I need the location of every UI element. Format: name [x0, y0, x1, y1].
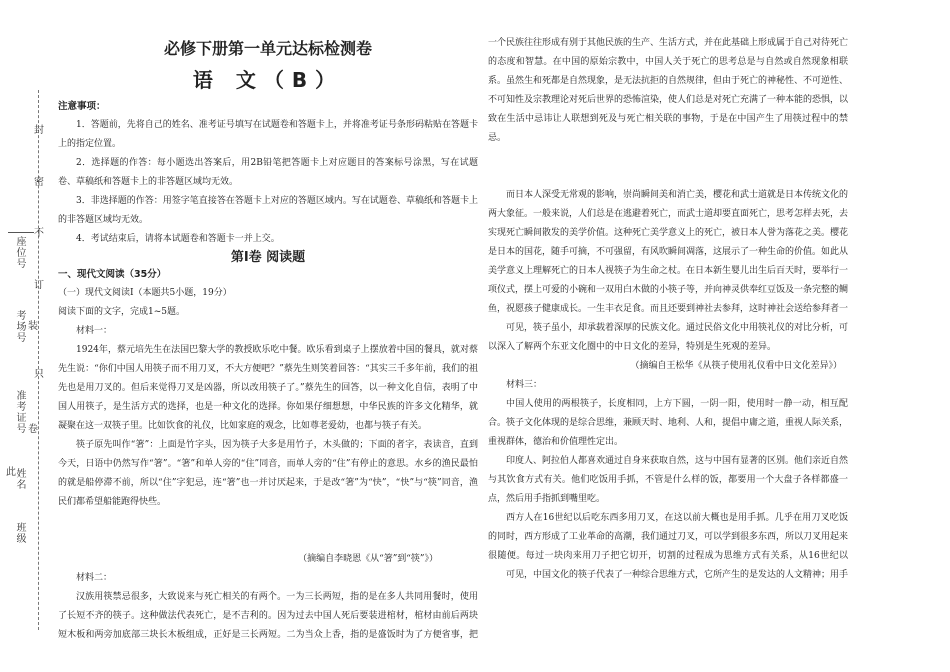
paragraph: 西方人在16世纪以后吃东西多用刀叉，在这以前大概也是用手抓。几乎在用刀叉吃饭的同时，西方形成了工业革命的高潮，我们通过刀叉，可以学到很多东西，所以刀叉用起来很随便。每过一块肉来用刀子把它切开，切割的过程成为思维方式有关系，从16世纪以 — [488, 513, 848, 561]
seat-number-label: 座位号 — [14, 236, 25, 269]
note-item: 1．答题前，先将自己的姓名、准考证号填写在试题卷和答题卡上，并将准考证号条形码粘贴在答题卡上的指定位置。 — [58, 120, 478, 149]
material-label: 材料一： — [76, 326, 113, 336]
instruction: 阅读下面的文字，完成1~5题。 — [58, 307, 185, 317]
source-citation: （摘编自王松华《从筷子使用礼仪看中日文化差异》） — [630, 361, 842, 371]
paragraph: 印度人、阿拉伯人都喜欢通过自身来获取自然，这与中国有显著的区别。他们亲近自然与其饮食方式有关。他们吃饭用手抓，不管是什么样的饭，都要用一个大盘子各样都盛一点，然后用手指抓到嘴里吃。 — [488, 456, 848, 504]
paragraph: 中国人使用的两根筷子，长度相同，上方下圆，一阴一阳，使用时一静一动，相互配合。筷子文化体现的是综合思维，兼顾天时、地利、人和，提倡中庸之道，重视人际关系，重视群体，德治和价值理性定出。 — [488, 399, 848, 447]
material-label: 材料二： — [76, 573, 113, 583]
cut-line — [38, 90, 39, 630]
paragraph: 可见，中国文化的筷子代表了一种综合思维方式，它所产生的是发达的人文精神；用手 — [506, 570, 848, 580]
left-column — [58, 0, 478, 672]
part1-block — [58, 266, 478, 645]
note-item: 4．考试结束后，请将本试题卷和答题卡一并上交。 — [76, 234, 280, 244]
seal-word: 密 — [34, 177, 44, 188]
exam-title: 必修下册第一单元达标检测卷 — [163, 39, 372, 58]
seat-number-line — [8, 232, 34, 233]
right-column — [488, 0, 848, 672]
paragraph: 一个民族往往形成有别于其他民族的生产、生活方式，并在此基础上形成属于自己对待死亡的态度和智慧。在中国的原始宗教中，中国人关于死亡的思考总是与自然或自然现象相联系。虽然生和死都是自然现象，是无法抗拒的自然规律，但由于死亡的神秘性、不可逆性、不可知性及宗教理论对死后世界的恐怖渲染，使人们总是对死亡充满了一种本能的恐惧，以致在生活中忌讳让人联想到死及与死亡相关联的事物，于是在中国产生了用筷过程中的禁忌。 — [488, 38, 848, 143]
binding-margin — [0, 0, 44, 672]
seal-word: 卷 — [28, 424, 38, 435]
section-heading: 一、现代文阅读（35分） — [58, 269, 167, 280]
source-citation: （摘编自李晓恩《从“箸”到“筷”》） — [298, 554, 438, 564]
admission-number-label: 准考证号 — [14, 390, 25, 434]
notes-heading: 注意事项： — [58, 101, 106, 112]
seal-word: 封 — [34, 125, 44, 136]
paragraph: 1924年，蔡元培先生在法国巴黎大学的教授欧乐吃中餐。欧乐看到桌子上摆放着中国的餐具，就对蔡先生说：“你们中国人用筷子而不用刀叉，不大方便吧？”蔡先生则笑着回答：“其实三千多年前，我们的祖先也是用刀叉的。但后来觉得刀叉是凶器，所以改用筷子了。”蔡先生的回答，以一种文化自信，表明了中国人用筷子，是生活方式的选择，也是一种文化的选择。你如果仔细想想，中华民族的许多文化精华，就凝聚在这一双筷子里。比如饮食的礼仪，比如家庭的观念，比如尊老爱幼，也都与筷子有关。 — [58, 345, 478, 431]
class-label: 班级 — [14, 522, 25, 544]
part1-title: 第Ⅰ卷 阅读题 — [230, 250, 306, 265]
paragraph: 筷子原先叫作“箸”：上面是竹字头，因为筷子大多是用竹子，木头做的；下面的者字，表读音，直到今天，日语中仍然写作“箸”。“箸”和单人旁的“住”同音，而单人旁的“住”有停止的意思。水乡的渔民最怕的就是船停滞不前，所以“住”字犯忌，连“箸”也一并讨厌起来，于是改“箸”为“快”，“快”与“筷”同音，渔民们都希望船能跑得快些。 — [58, 440, 478, 507]
note-item: 2．选择题的作答：每小题选出答案后，用2B铅笔把答题卡上对应题目的答案标号涂黑，写在试题卷、草稿纸和答题卡上的非答题区域均无效。 — [58, 158, 478, 187]
seal-word: 装 — [28, 321, 38, 332]
right-block — [488, 34, 848, 585]
seal-word: 订 — [34, 280, 44, 291]
name-label: 姓名 — [14, 468, 25, 490]
paragraph: 而日本人深受无常观的影响，崇尚瞬间美和消亡美，樱花和武士道就是日本传统文化的两大象征。一般来说，人们总是在逃避着死亡，而武士道却要直面死亡，思考怎样去死，去实现死亡瞬间散发的美学价值。这种死亡美学意义上的死亡，被日本人誉为落花之美。樱花是日本的国花，随手可摘，不可强留，有风吹瞬间凋落，这展示了一种生命的价值。如此从美学意义上理解死亡的日本人视筷子为生命之杖。在日本新生婴儿出生后百天时，要举行一项仪式，摆上可爱的小碗和一双用白木做的小筷子等，并向神灵供奉红豆饭及一条完整的鲷鱼，祝愿孩子健康成长。一生丰衣足食。而且还要到神社去参拜，这时神社会送给参拜者一 — [488, 190, 848, 314]
seal-word: 此 — [6, 467, 16, 478]
seal-word: 只 — [34, 369, 44, 380]
paragraph: 可见，筷子虽小，却承载着深厚的民族文化。通过民俗文化中用筷礼仪的对比分析，可以深入了解两个东亚文化圈中的中日文化的差异，特别是生死观的差异。 — [488, 323, 848, 352]
paragraph: 汉族用筷禁忌很多，大致说来与死亡相关的有两个。一为三长两短，指的是在多人共同用餐时，使用了长短不齐的筷子。这种做法代表死亡，是不吉利的。因为过去中国人死后要装进棺材，棺材由前后两块短木板和两旁加底部三块长木板组成，正好是三长两短。二为当众上香，指的是盛饭时为了方便省事，把 — [58, 592, 478, 640]
material-label: 材料三： — [506, 380, 543, 390]
seal-word: 不 — [34, 228, 44, 239]
notes-block — [58, 98, 478, 249]
exam-room-label: 考场号 — [14, 310, 25, 343]
note-item: 3．非选择题的作答：用签字笔直接答在答题卡上对应的答题区域内。写在试题卷、草稿纸和答题卡上的非答题区域均无效。 — [58, 196, 478, 225]
subject-title: 语 文（B） — [192, 68, 344, 92]
subsection-heading: （一）现代文阅读Ⅰ（本题共5小题，19分） — [58, 288, 232, 298]
